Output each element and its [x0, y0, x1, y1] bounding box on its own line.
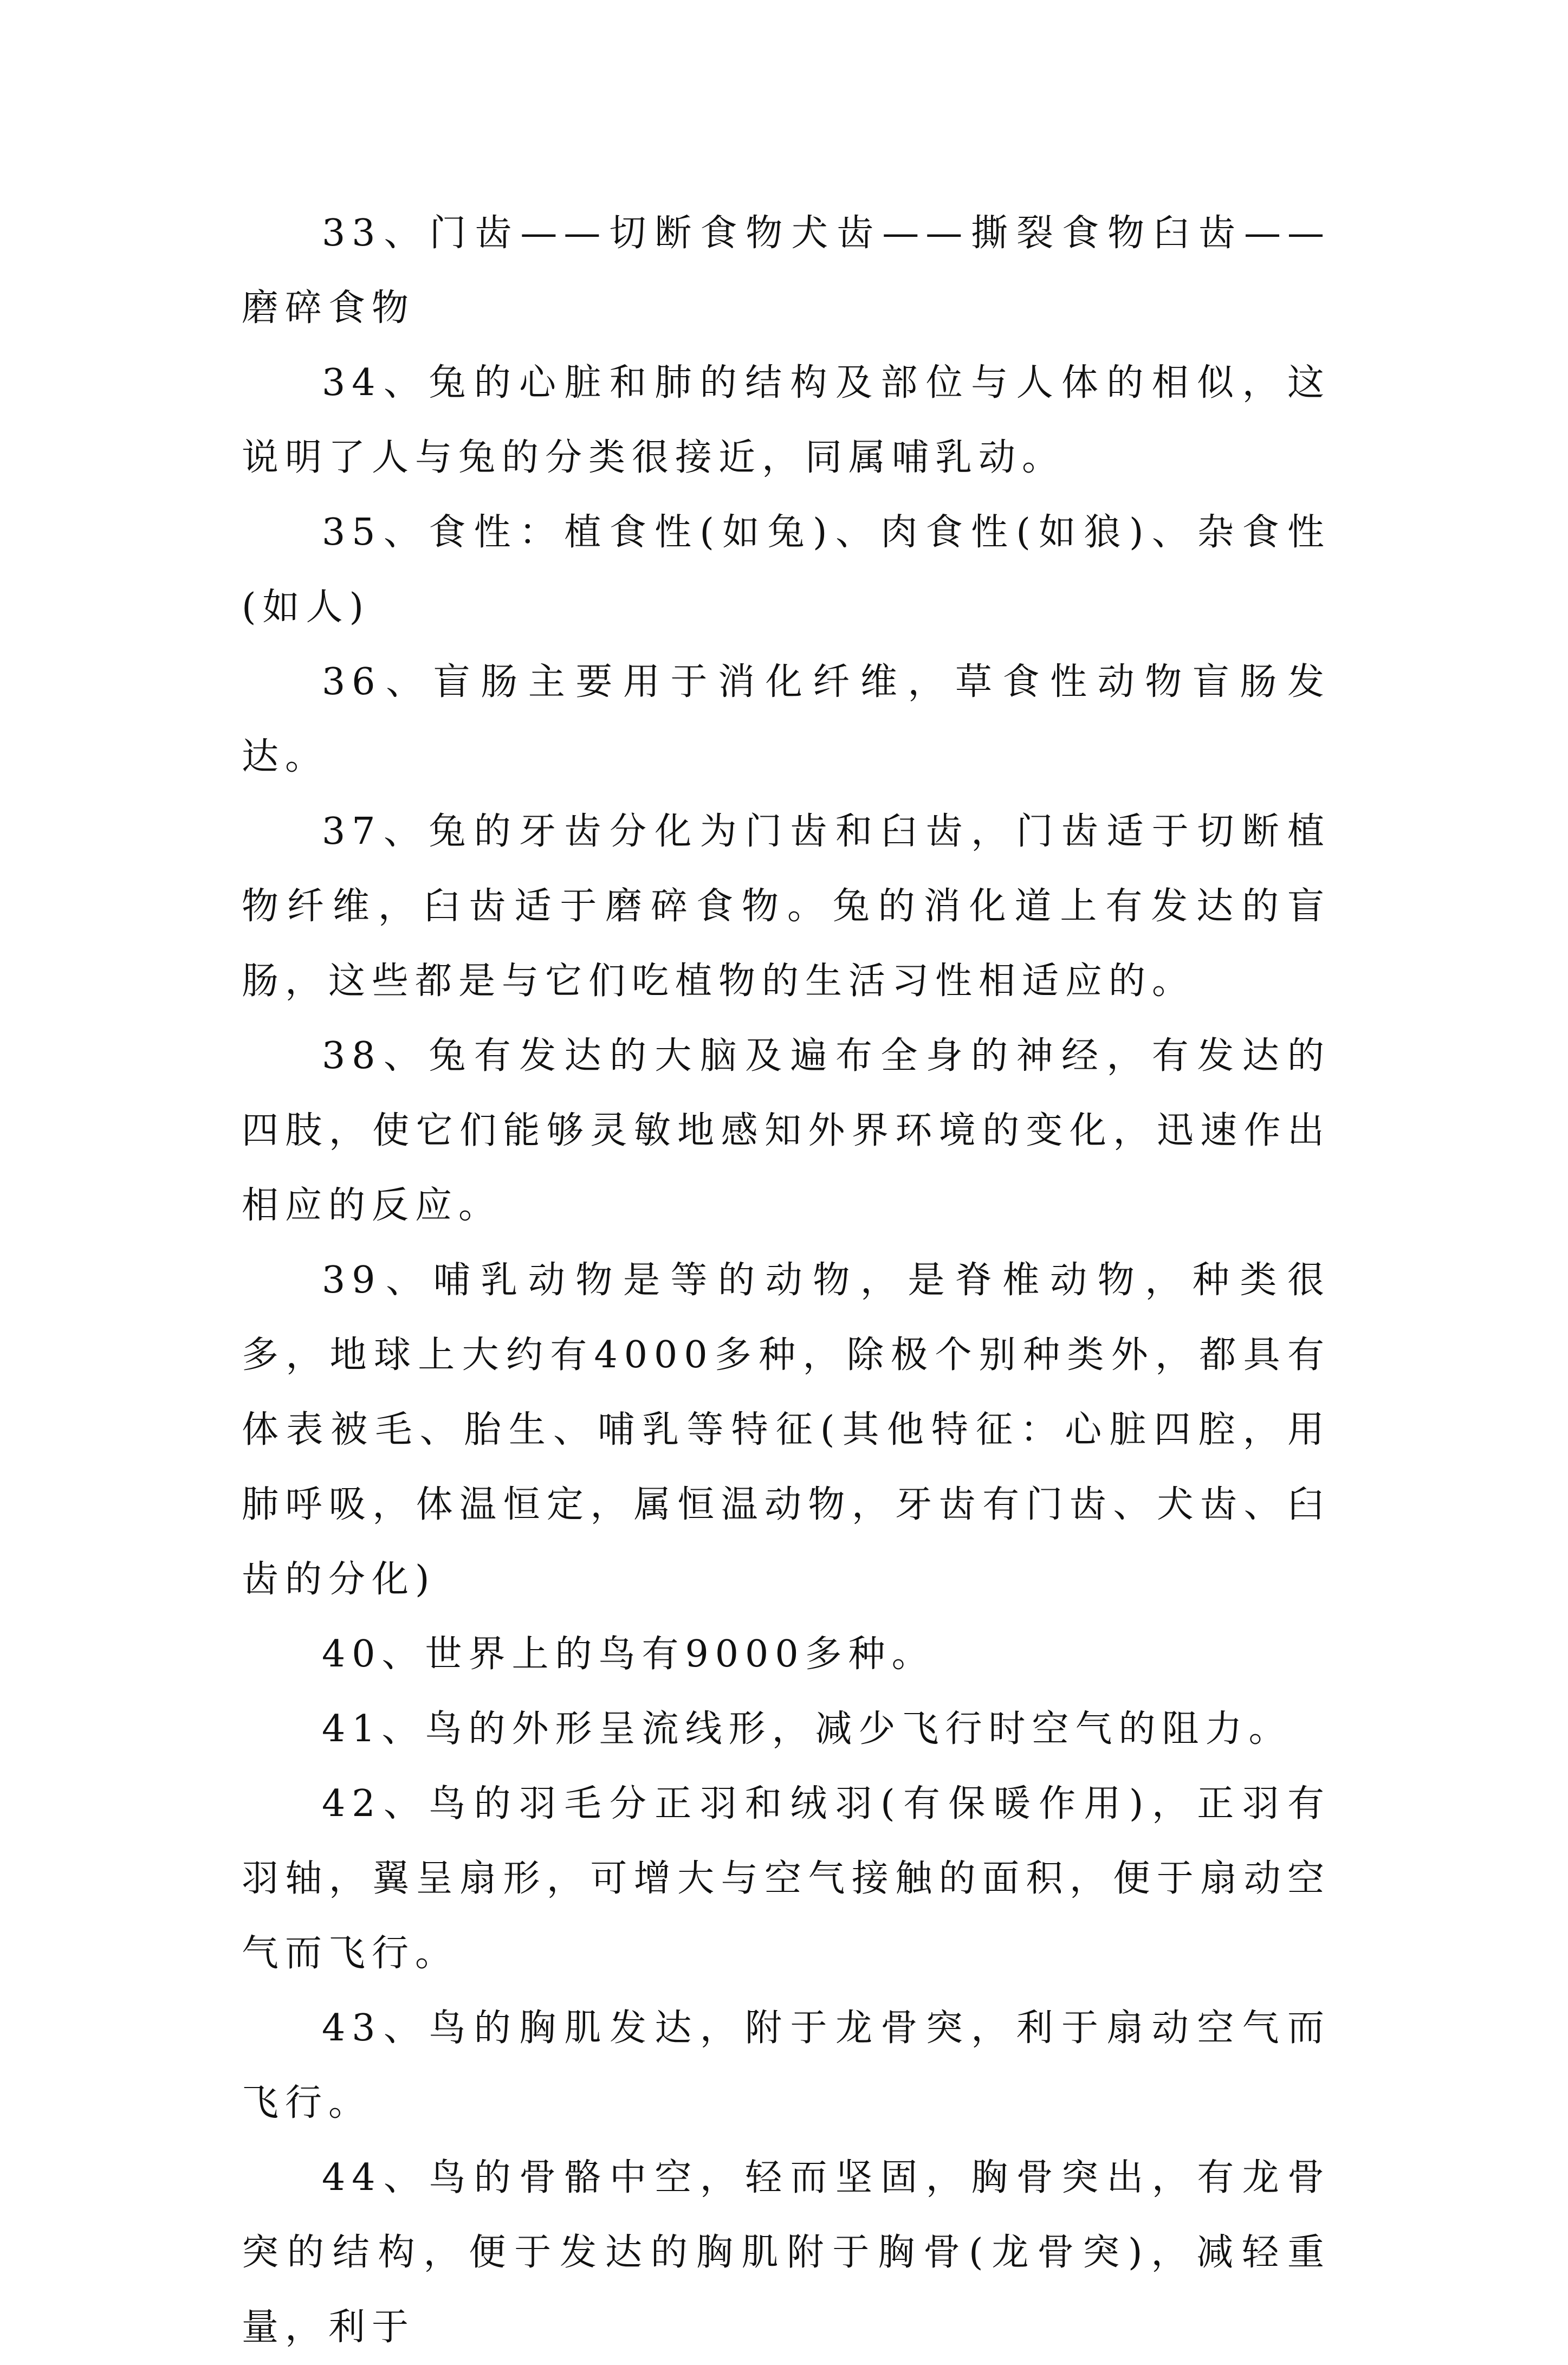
paragraph-42: 42、鸟的羽毛分正羽和绒羽(有保暖作用)，正羽有羽轴，翼呈扇形，可增大与空气接触的面积，便于扇动空气而飞行。 — [242, 1782, 1331, 1975]
paragraph-36: 36、盲肠主要用于消化纤维，草食性动物盲肠发达。 — [242, 661, 1331, 778]
paragraph-40: 40、世界上的鸟有9000多种。 — [322, 1633, 935, 1676]
paragraph-34: 34、兔的心脏和肺的结构及部位与人体的相似，这说明了人与兔的分类很接近，同属哺乳动。 — [242, 361, 1331, 479]
paragraph-35: 35、食性：植食性(如兔)、肉食性(如狼)、杂食性(如人) — [242, 511, 1331, 629]
paragraph-39: 39、哺乳动物是等的动物，是脊椎动物，种类很多，地球上大约有4000多种，除极个别种类外，都具有体表被毛、胎生、哺乳等特征(其他特征：心脏四腔，用肺呼吸，体温恒定，属恒温动物，牙齿有门齿、犬齿、臼齿的分化) — [242, 1259, 1331, 1601]
paragraph-38: 38、兔有发达的大脑及遍布全身的神经，有发达的四肢，使它们能够灵敏地感知外界环境的变化，迅速作出相应的反应。 — [242, 1035, 1331, 1227]
document-body — [242, 196, 1331, 2365]
paragraph-41: 41、鸟的外形呈流线形，减少飞行时空气的阻力。 — [322, 1708, 1292, 1750]
paragraph-43: 43、鸟的胸肌发达，附于龙骨突，利于扇动空气而飞行。 — [242, 2007, 1331, 2124]
paragraph-33: 33、门齿——切断食物犬齿——撕裂食物臼齿——磨碎食物 — [242, 212, 1331, 329]
paragraph-44: 44、鸟的骨骼中空，轻而坚固，胸骨突出，有龙骨突的结构，便于发达的胸肌附于胸骨(龙骨突)，减轻重量，利于 — [242, 2156, 1331, 2349]
paragraph-37: 37、兔的牙齿分化为门齿和臼齿，门齿适于切断植物纤维，臼齿适于磨碎食物。兔的消化道上有发达的盲肠，这些都是与它们吃植物的生活习性相适应的。 — [242, 810, 1331, 1003]
